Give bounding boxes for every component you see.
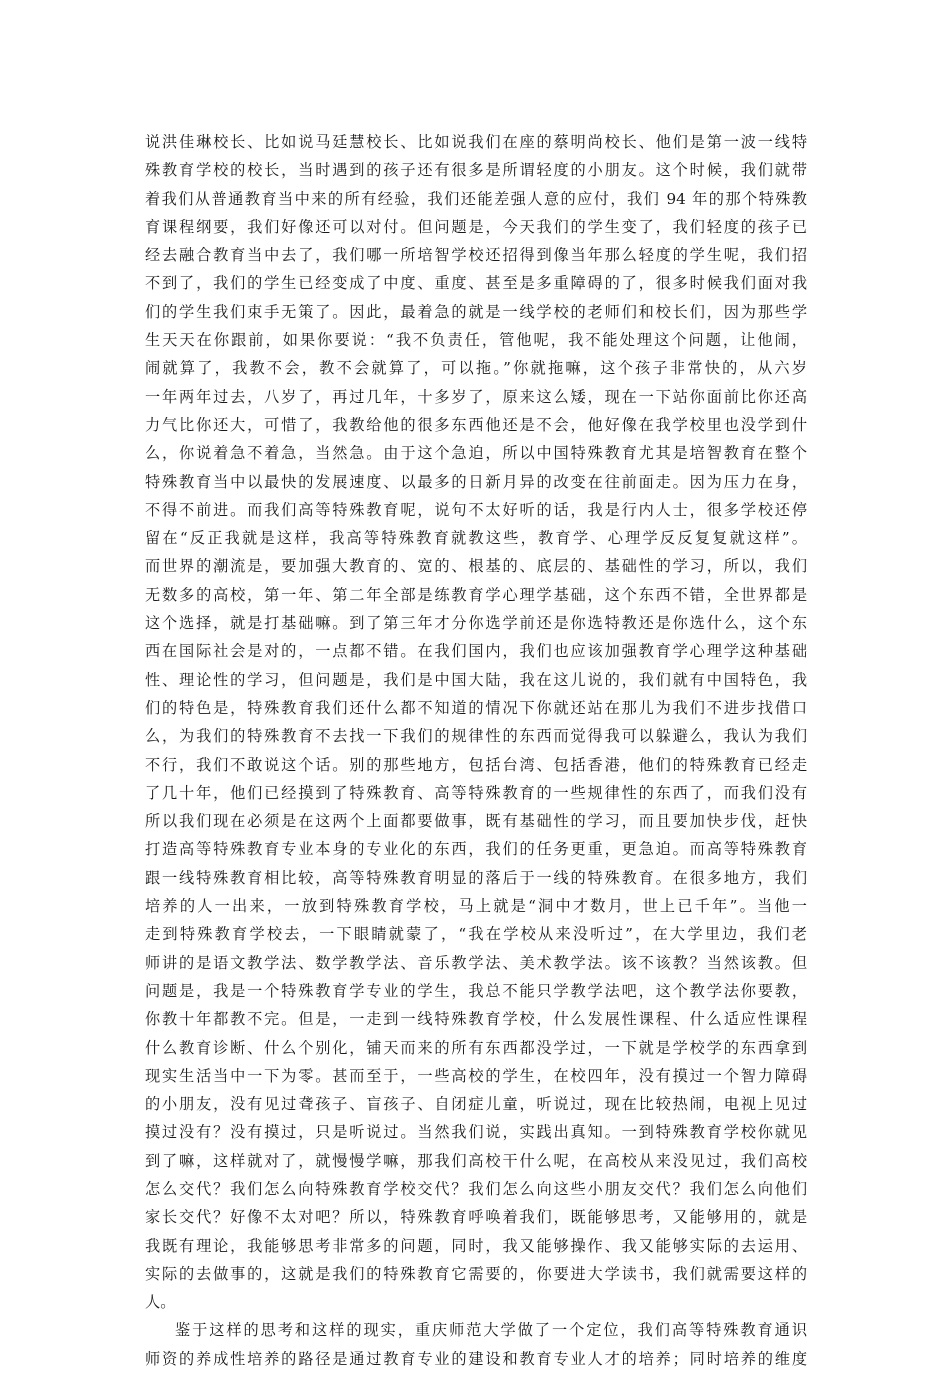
text-line: 力气比你还大，可惜了，我教给他的很多东西他还是不会，他好像在我学校里也没学到什 [145,415,807,434]
text-line: 师资的养成性培养的路径是通过教育专业的建设和教育专业人才的培养；同时培养的维度 [145,1349,807,1368]
text-line: 你教十年都教不完。但是，一走到一线特殊教育学校，什么发展性课程、什么适应性课程 [145,1010,807,1029]
text-line: 而世界的潮流是，要加强大教育的、宽的、根基的、底层的、基础性的学习，所以，我们 [145,557,807,576]
text-line: 育课程纲要，我们好像还可以对付。但问题是，今天我们的学生变了，我们轻度的孩子已 [145,217,807,236]
text-line: 家长交代？好像不太对吧？所以，特殊教育呼唤着我们，既能够思考，又能够用的，就是 [145,1208,807,1227]
text-line: 生天天在你跟前，如果你要说：“我不负责任，管他呢，我不能处理这个问题，让他闹， [145,331,807,350]
paragraph-first-line: 鉴于这样的思考和这样的现实，重庆师范大学做了一个定位，我们高等特殊教育通识 [175,1321,807,1340]
text-line: 所以我们现在必须是在这两个上面都要做事，既有基础性的学习，而且要加快步伐，赶快 [145,812,807,831]
text-line: 说洪佳琳校长、比如说马廷慧校长、比如说我们在座的蔡明尚校长、他们是第一波一线特 [145,133,807,151]
text-line: 了几十年，他们已经摸到了特殊教育、高等特殊教育的一些规律性的东西了，而我们没有 [145,783,807,802]
text-line: 不行，我们不敢说这个话。别的那些地方，包括台湾、包括香港，他们的特殊教育已经走 [145,755,807,774]
text-line: 么，为我们的特殊教育不去找一下我们的规律性的东西而觉得我可以躲避么，我认为我们 [145,727,807,746]
text-line: 的小朋友，没有见过聋孩子、盲孩子、自闭症儿童，听说过，现在比较热闹，电视上见过 [145,1095,807,1114]
text-line: 一年两年过去，八岁了，再过几年，十多岁了，原来这么矮，现在一下站你面前比你还高 [145,387,807,406]
text-line: 性、理论性的学习，但问题是，我们是中国大陆，我在这儿说的，我们就有中国特色，我 [145,670,807,689]
text-line: 怎么交代？我们怎么向特殊教育学校交代？我们怎么向这些小朋友交代？我们怎么向他们 [145,1179,807,1198]
text-line: 跟一线特殊教育相比较，高等特殊教育明显的落后于一线的特殊教育。在很多地方，我们 [145,868,807,887]
text-line: 什么教育诊断、什么个别化，铺天而来的所有东西都没学过，一下就是学校学的东西拿到 [145,1038,807,1057]
paragraph-end-line: 人。 [145,1293,176,1312]
text-line: 摸过没有？没有摸过，只是听说过。当然我们说，实践出真知。一到特殊教育学校你就见 [145,1123,807,1142]
text-line: 现实生活当中一下为零。甚而至于，一些高校的学生，在校四年，没有摸过一个智力障碍 [145,1066,807,1085]
text-line: 留在“反正我就是这样，我高等特殊教育就教这些，教育学、心理学反反复复就这样”。 [145,529,807,548]
text-line: 我既有理论，我能够思考非常多的问题，同时，我又能够操作、我又能够实际的去运用、 [145,1236,807,1255]
text-line: 到了嘛，这样就对了，就慢慢学嘛，那我们高校干什么呢，在高校从来没见过，我们高校 [145,1151,807,1170]
text-line: 们的特色是，特殊教育我们还什么都不知道的情况下你就还站在那儿为我们不进步找借口 [145,698,807,717]
document-body [145,128,807,1373]
text-line: 着我们从普通教育当中来的所有经验，我们还能差强人意的应付，我们 94 年的那个特殊教 [145,189,807,208]
text-line: 么，你说着急不着急，当然急。由于这个急迫，所以中国特殊教育尤其是培智教育在整个 [145,444,807,463]
text-line: 闹就算了，我教不会，教不会就算了，可以拖。”你就拖嘛，这个孩子非常快的，从六岁 [145,359,807,378]
text-line: 走到特殊教育学校去，一下眼睛就蒙了，“我在学校从来没听过”，在大学里边，我们老 [145,925,807,944]
text-line: 这个选择，就是打基础嘛。到了第三年才分你选学前还是你选特教还是你选什么，这个东 [145,614,807,633]
text-line: 特殊教育当中以最快的发展速度、以最多的日新月异的改变在往前面走。因为压力在身， [145,472,807,491]
text-line: 师讲的是语文教学法、数学教学法、音乐教学法、美术教学法。该不该教？当然该教。但 [145,953,807,972]
text-line: 培养的人一出来，一放到特殊教育学校，马上就是“洞中才数月，世上已千年”。当他一 [145,897,807,916]
text-line: 问题是，我是一个特殊教育学专业的学生，我总不能只学教学法吧，这个教学法你要教， [145,981,807,1000]
text-line: 不得不前进。而我们高等特殊教育呢，说句不太好听的话，我是行内人士，很多学校还停 [145,500,807,519]
text-line: 们的学生我们束手无策了。因此，最着急的就是一线学校的老师们和校长们，因为那些学 [145,302,807,321]
text-line: 不到了，我们的学生已经变成了中度、重度、甚至是多重障碍的了，很多时候我们面对我 [145,274,807,293]
text-line: 经去融合教育当中去了，我们哪一所培智学校还招得到像当年那么轻度的学生呢，我们招 [145,246,807,265]
text-line: 殊教育学校的校长，当时遇到的孩子还有很多是所谓轻度的小朋友。这个时候，我们就带 [145,161,807,180]
text-line: 打造高等特殊教育专业本身的专业化的东西，我们的任务更重，更急迫。而高等特殊教育 [145,840,807,859]
text-line: 实际的去做事的，这就是我们的特殊教育它需要的，你要进大学读书，我们就需要这样的 [145,1264,807,1283]
text-line: 西在国际社会是对的，一点都不错。在我们国内，我们也应该加强教育学心理学这种基础 [145,642,807,661]
text-line: 无数多的高校，第一年、第二年全部是练教育学心理学基础，这个东西不错，全世界都是 [145,585,807,604]
